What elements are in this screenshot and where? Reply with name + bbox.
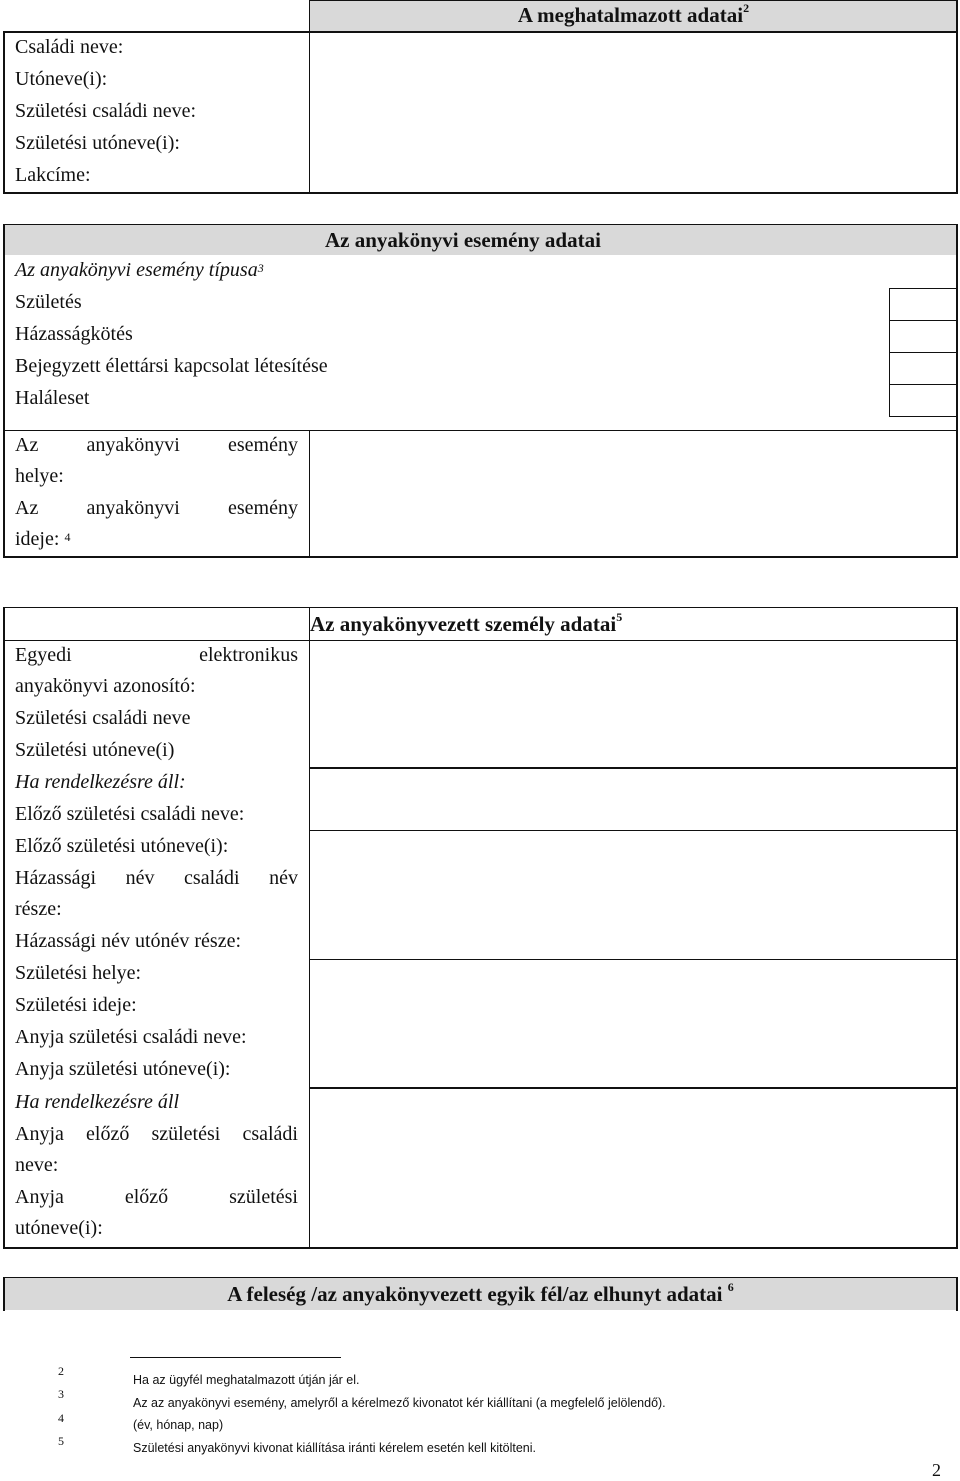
section-title: Az anyakönyvezett személy adatai (310, 612, 617, 636)
field-label-szul-csal: Születési családi neve (15, 707, 191, 729)
field-label-lakcime: Lakcíme: (15, 164, 91, 186)
footnote-ref: 5 (616, 610, 623, 624)
event-option-elettarsi: Bejegyzett élettársi kapcsolat létesítése (15, 355, 328, 377)
footnote-ref: 2 (743, 1, 750, 15)
field-label-utoneve: Utóneve(i): (15, 68, 108, 90)
field-label-egyedi-cont: anyakönyvi azonosító: (15, 675, 196, 697)
footnote-text: Születési anyakönyvi kivonat kiállítása iránti kérelem esetén kell kitölteni. (133, 1441, 536, 1455)
footnote-number: 3 (58, 1387, 64, 1401)
field-label-szuletesi-utoneve: Születési utóneve(i): (15, 132, 180, 154)
footnote-number: 2 (58, 1364, 64, 1378)
event-option-szuletes: Születés (15, 291, 82, 313)
field-label-anyja-elozo-uto: Anyja előző születési (15, 1186, 298, 1208)
footnote-text: (év, hónap, nap) (133, 1418, 224, 1432)
field-label-szul-helye: Születési helye: (15, 962, 142, 984)
field-label-haz-csal-cont: része: (15, 898, 62, 920)
section-title: A meghatalmazott adatai (517, 3, 744, 27)
field-label-szuletesi-csaladi-neve: Születési családi neve: (15, 100, 197, 122)
field-label-elozo-uto: Előző születési utóneve(i): (15, 835, 229, 857)
footnote-separator (130, 1357, 341, 1358)
footnote-number: 4 (58, 1411, 64, 1425)
footnote-ref: 3 (257, 261, 264, 275)
event-option-halaleset: Haláleset (15, 387, 90, 409)
event-time-label: Az anyakönyvi esemény (15, 497, 298, 519)
footnote-ref: 4 (64, 530, 71, 544)
section-header (310, 0, 957, 31)
section-title: Az anyakönyvi esemény adatai (325, 228, 601, 252)
checkbox-elettarsi[interactable] (889, 352, 958, 385)
checkbox-hazassagkotes[interactable] (889, 320, 958, 353)
footnote-text: Ha az ügyfél meghatalmazott útján jár el. (133, 1373, 360, 1387)
field-label-elozo-csal: Előző születési családi neve: (15, 803, 245, 825)
event-time-label-cont: ideje: $^4$ (15, 528, 71, 550)
ha-rendelkezesre-all: Ha rendelkezésre áll: (15, 771, 186, 793)
field-label-anyja-elozo-csal-cont: neve: (15, 1154, 59, 1176)
checkbox-halaleset[interactable] (889, 384, 958, 417)
section-header (5, 1278, 956, 1310)
field-label-anyja-csal: Anyja születési családi neve: (15, 1026, 247, 1048)
checkbox-szuletes[interactable] (889, 288, 958, 321)
section-header (5, 225, 956, 255)
page-number: 2 (932, 1460, 941, 1480)
event-place-label: Az anyakönyvi esemény (15, 434, 298, 456)
event-option-hazassagkotes: Házasságkötés (15, 323, 133, 345)
ha-rendelkezesre-all-2: Ha rendelkezésre áll (15, 1091, 180, 1113)
field-label-haz-uto: Házassági név utónév része: (15, 930, 242, 952)
field-label-haz-csal: Házassági név családi név (15, 867, 298, 889)
event-place-label-cont: helye: (15, 465, 64, 487)
section-header (310, 608, 956, 640)
field-label-szul-ideje: Születési ideje: (15, 994, 137, 1016)
field-label-csaladi-neve: Családi neve: (15, 36, 124, 58)
footnote-number: 5 (58, 1434, 64, 1448)
field-label-szul-uto: Születési utóneve(i) (15, 739, 175, 761)
field-label-anyja-elozo-csal: Anyja előző születési családi (15, 1123, 298, 1145)
footnote-ref: 6 (727, 1280, 734, 1294)
field-label-anyja-elozo-uto-cont: utóneve(i): (15, 1217, 103, 1239)
event-type-label: Az anyakönyvi esemény típusa$^3$ (15, 259, 264, 281)
field-label-anyja-uto: Anyja születési utóneve(i): (15, 1058, 231, 1080)
footnote-text: Az az anyakönyvi esemény, amelyről a kérelmező kivonatot kér kiállítani (a megfelelő jelölendő). (133, 1396, 666, 1410)
field-label-egyedi: Egyedi elektronikus (15, 644, 298, 666)
section-title: A feleség /az anyakönyvezett egyik fél/az elhunyt adatai (227, 1282, 723, 1306)
